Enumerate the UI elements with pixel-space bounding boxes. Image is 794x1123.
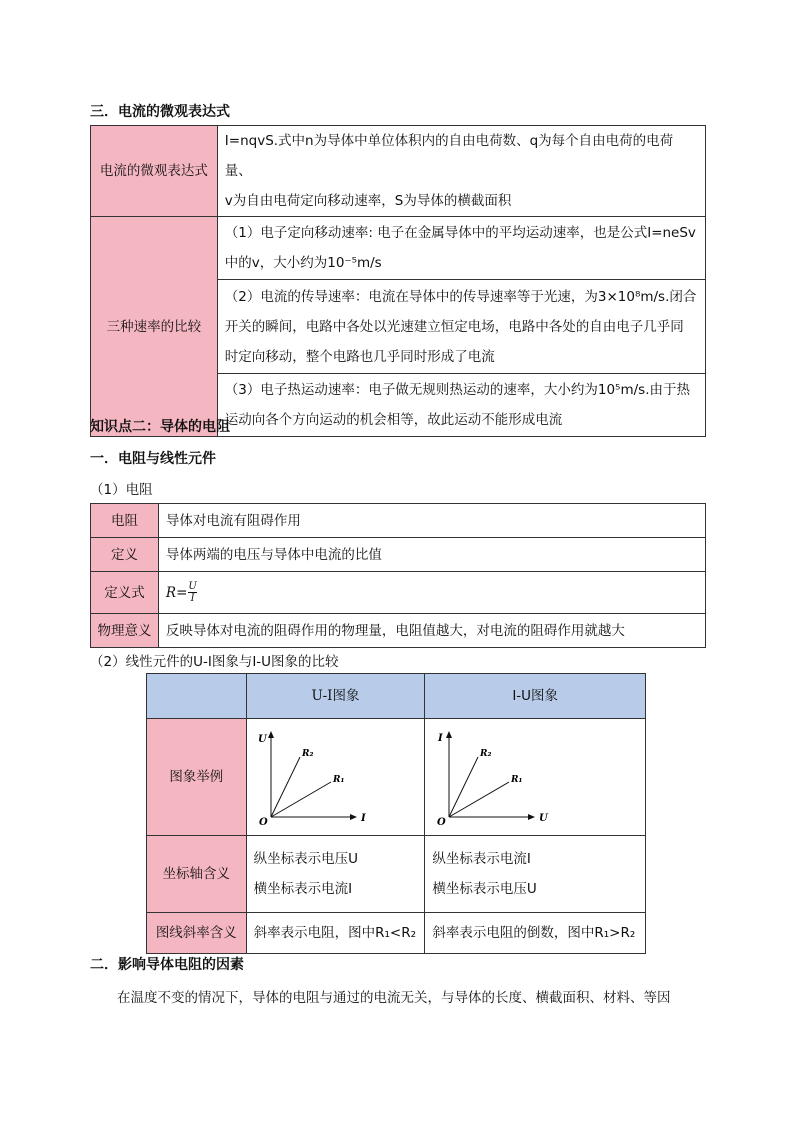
definition-row-value: 导体两端的电压与导体中电流的比值 [158,538,705,572]
formula-denominator: I [190,593,195,604]
row-axis-label: 坐标轴含义 [147,836,247,913]
micro-label-cell [91,126,218,217]
speed1-line2: 中的v，大小约为10⁻⁵m/s [224,255,382,271]
definition-row-label: 定义 [91,538,159,572]
formula-row-value [158,572,705,614]
ui-x-label: I [360,813,366,824]
micro-line2: v为自由电荷定向移动速率，S为导体的横截面积 [224,193,512,209]
iu-graph [433,727,553,827]
meaning-row-value: 反映导体对电流的阻碍作用的物理量，电阻值越大，对电流的阻碍作用就越大 [158,614,705,648]
speed1-cell [217,217,705,280]
row-image-label: 图象举例 [147,719,247,836]
formula-numerator: U [188,581,197,592]
part1-sub1: （1）电阻 [90,482,153,498]
ui-axis-cell [246,836,425,913]
iu-r1-label: R₁ [511,775,523,785]
compare-col-iu [425,674,646,719]
resistance-table [90,503,706,648]
part1-title: 一．电阻与线性元件 [90,451,216,467]
iu-y-arrow [446,731,452,738]
ui-origin-label: O [258,817,268,827]
speed2-line3: 时定向移动，整个电路也几乎同时形成了电流 [224,348,495,365]
iu-axis-line2: 横坐标表示电压U [432,881,537,897]
iu-r2-label: R₂ [480,749,492,759]
ui-axis-line2: 横坐标表示电流I [253,881,353,897]
micro-value-cell [217,126,705,217]
ui-graph [255,727,375,827]
resistance-row-label: 电阻 [91,504,159,538]
section3-title: 三．电流的微观表达式 [90,104,230,120]
speeds-label: 三种速率的比较 [106,318,202,335]
iu-x-label: U [539,813,549,824]
speeds-label-cell [91,217,218,437]
iu-graph-cell [425,719,646,836]
col-iu-label: I-U图象 [512,688,559,704]
formula-row-label: 定义式 [91,572,159,614]
compare-col-ui [246,674,425,719]
micro-label: 电流的微观表达式 [99,163,208,179]
ui-r1-label: R₁ [332,775,345,785]
formula-fraction [188,581,196,604]
col-ui-label: U-I图象 [311,688,360,704]
meaning-row-label: 物理意义 [91,614,159,648]
ui-axis-line1: 纵坐标表示电压U [253,851,359,867]
resistance-row-value: 导体对电流有阻碍作用 [158,504,705,538]
iu-x-arrow [528,814,535,820]
ui-graph-cell [246,719,425,836]
speed1-line1: （1）电子定向移动速率: 电子在金属导体中的平均运动速率，也是公式I=neSv [224,225,696,241]
ui-y-arrow [268,731,274,738]
speed2-cell [217,280,705,374]
ui-r2-label: R₂ [301,749,314,759]
speed3-line2: 运动向各个方向运动的机会相等，故此运动不能形成电流 [224,412,563,428]
speed2-line2: 开关的瞬间，电路中各处以光速建立恒定电场，电路中各处的自由电子几乎同 [224,318,684,335]
micro-expression-table [90,125,706,437]
formula-r: R= [165,584,188,601]
ui-x-arrow [350,814,357,820]
part2-paragraph: 在温度不变的情况下，导体的电阻与通过的电流无关，与导体的长度、横截面积、材料、等因 [117,990,671,1006]
row-slope-label: 图线斜率含义 [147,913,247,954]
graph-compare-table [146,673,646,954]
knowledge2-title: 知识点二：导体的电阻 [90,419,230,435]
iu-axis-cell [425,836,646,913]
speed2-line1: （2）电流的传导速率：电流在导体中的传导速率等于光速，为3×10⁸m/s.闭合 [224,288,697,305]
speed3-line1: （3）电子热运动速率：电子做无规则热运动的速率，大小约为10⁵m/s.由于热 [224,382,690,398]
compare-corner [147,674,247,719]
micro-line1: I=nqvS.式中n为导体中单位体积内的自由电荷数、q为每个自由电荷的电荷量、 [224,133,674,179]
iu-y-label: I [438,733,444,744]
ui-slope-cell: 斜率表示电阻，图中R₁<R₂ [246,913,425,954]
ui-y-label: U [257,734,267,745]
part1-sub2: （2）线性元件的U-I图象与I-U图象的比较 [90,654,339,670]
part2-title: 二．影响导体电阻的因素 [90,957,244,973]
iu-axis-line1: 纵坐标表示电流I [432,851,531,867]
iu-slope-cell: 斜率表示电阻的倒数，图中R₁>R₂ [425,913,646,954]
iu-origin-label: O [437,817,447,827]
speed3-cell [217,374,705,437]
